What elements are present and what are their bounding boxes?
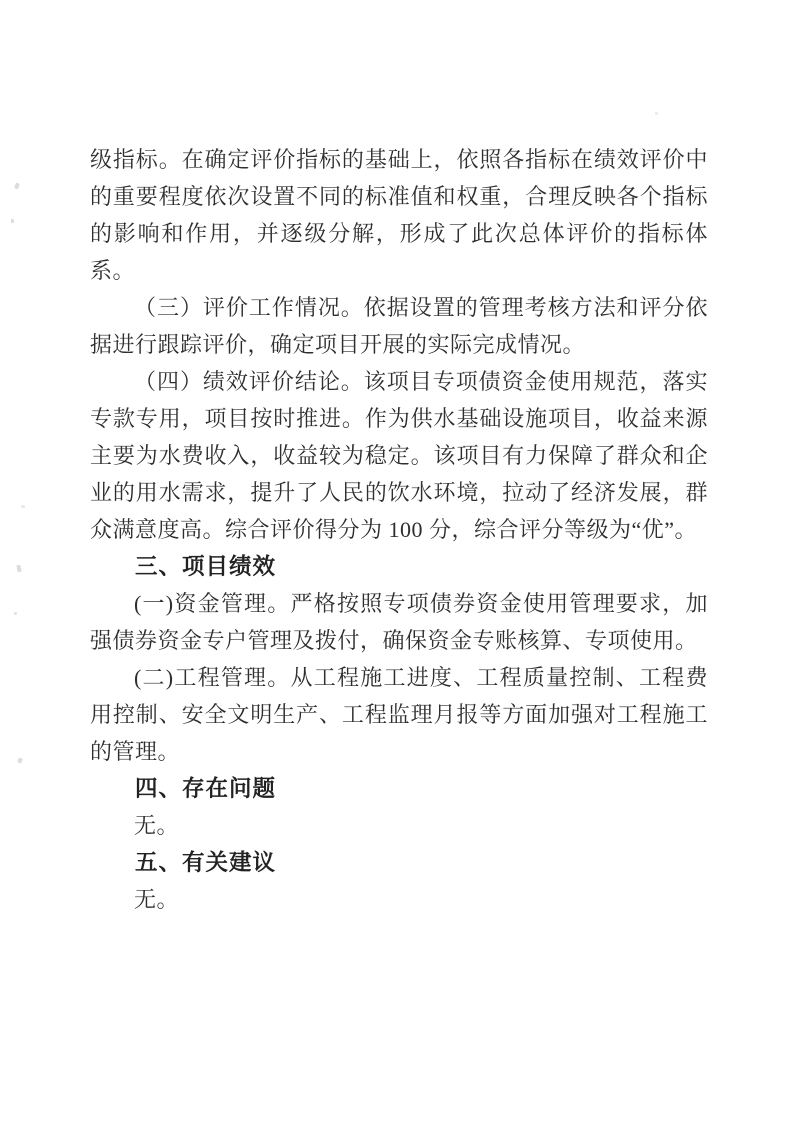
scan-artifact: [14, 612, 17, 615]
paragraph-engineering-management: (二)工程管理。从工程施工进度、工程质量控制、工程费用控制、安全文明生产、工程监理月报等方面加强对工程施工的管理。: [90, 665, 708, 764]
paragraph-indicator-system-continuation: 级指标。在确定评价指标的基础上，依照各指标在绩效评价中的重要程度依次设置不同的标准值和权重，合理反映各个指标的影响和作用，并逐级分解，形成了此次总体评价的指标体系。: [90, 147, 708, 283]
scan-artifact: [21, 505, 25, 508]
paragraph-none-1: 无。: [134, 813, 180, 838]
document-body: [90, 141, 708, 918]
scan-artifact: [14, 183, 20, 190]
section-heading-existing-problems: 四、存在问题: [135, 776, 277, 801]
paragraph-none-2: 无。: [134, 887, 180, 912]
scan-artifact: [11, 219, 14, 223]
paragraph-fund-management: (一)资金管理。严格按照专项债券资金使用管理要求，加强债券资金专户管理及拨付，确保资金专账核算、专项使用。: [90, 591, 708, 653]
paragraph-evaluation-work: （三）评价工作情况。依据设置的管理考核方法和评分依据进行跟踪评价，确定项目开展的实际完成情况。: [90, 295, 708, 357]
scan-artifact: [655, 112, 658, 115]
paragraph-evaluation-conclusion: （四）绩效评价结论。该项目专项债资金使用规范，落实专款专用，项目按时推进。作为供水基础设施项目，收益来源主要为水费收入，收益较为稳定。该项目有力保障了群众和企业的用水需求，提升了人民的饮水环境，拉动了经济发展，群众满意度高。综合评价得分为 100 分，综合评分等级为“优”。: [90, 369, 708, 542]
scan-artifact: [16, 565, 21, 573]
section-heading-suggestions: 五、有关建议: [135, 850, 277, 875]
section-heading-project-performance: 三、项目绩效: [135, 554, 277, 579]
scan-artifact: [17, 757, 23, 763]
